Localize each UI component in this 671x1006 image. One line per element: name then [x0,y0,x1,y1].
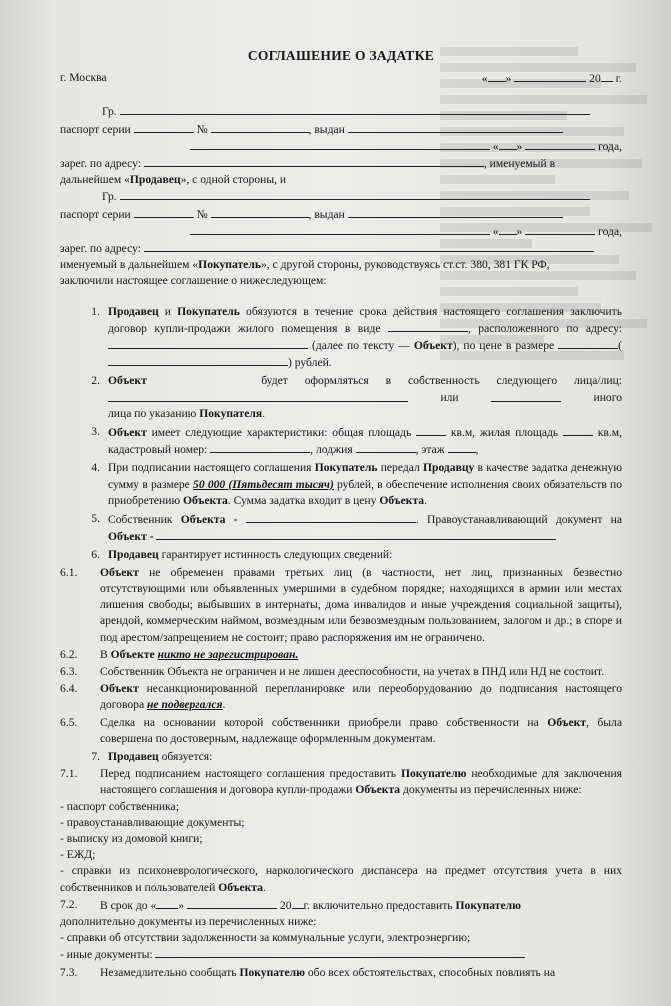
seller-name-blank [120,103,590,115]
year-blank [601,70,613,82]
docs-list-item: - ЕЖД; [60,848,96,862]
buyer-name-blank [120,188,590,200]
clause-7-2: 7.2. В срок до « » 20 г. включительно предоставить Покупателю [60,897,522,912]
clause-1: 1. Продавец и Покупатель обязуются в течение срока действия настоящего соглашения заключить договор купли-продажи жилого помещения в виде , расположенного по адресу: (далее по тексту — Объект), по цене в размере () рублей. [91,304,622,370]
extra-docs-item: - справки об отсутствии задолженности за коммунальные услуги, электроэнергию; [60,931,471,945]
clause-7: 7. Продавец обязуется: [91,749,213,763]
clause-7-1: 7.1. Перед подписанием настоящего соглашения предоставить Покупателю необходимые для заключения настоящего соглашения и договора купли-продажи Объекта документы из перечисленных ниже: [60,767,622,797]
deposit-amount: 50 000 (Пятьдесят тысяч) [193,477,334,491]
buyer-passport-line: паспорт серии № , выдан [60,206,622,223]
city-date-line [60,70,622,87]
clause-6-3: 6.3. Собственник Объекта не ограничен и не лишен дееспособности, на учетах в ПНД или НД не состоит. [60,664,605,678]
seller-role-line: дальнейшем «Продавец», с одной стороны, и [60,173,287,187]
extra-docs-item: - иные документы: [60,946,622,963]
docs-list-item: - выписку из домовой книги; [60,831,203,845]
buyer-name-line: Гр. [60,188,622,205]
buyer-address-line: зарег. по адресу: [60,240,622,257]
clause-6-4: 6.4. Объект несанкционированной перепланировке или переоборудованию до подписания настоящего договора не подвергался. [60,682,622,712]
buyer-issue-date-line: « » года, [60,223,622,240]
date-field: « » 20 г. [481,72,622,86]
clause-6-5: 6.5. Сделка на основании которой собственники приобрели право собственности на Объект, была совершена по достоверным, надлежаще оформленным документам. [60,715,622,745]
clause-2: 2. Объект будет оформляться в собственность следующего лица/лиц: или иного лица по указанию Покупателя. [91,374,622,420]
docs-list-item: - правоустанавливающие документы; [60,815,245,829]
buyer-role-line: именуемый в дальнейшем «Покупатель», с другой стороны, руководствуясь ст.ст. 380, 381 ГК РФ, [60,258,550,272]
page-title: СОГЛАШЕНИЕ О ЗАДАТКЕ [247,48,435,63]
agreement-body: СОГЛАШЕНИЕ О ЗАДАТКЕ г. Москва « » 20 г. Гр. паспорт серии № , выдан « » года, зарег. по адресу: , именуемый в дальнейшем «Продавец», с одной стороны, и Гр. паспорт серии № , выдан « » года, зарег. по адресу: именуемый в дальнейшем «Покупатель», с другой стороны, руководствуясь ст.ст. 380, 381 ГК РФ, заключили настоящее соглашение о нижеследующем: 1. Продавец и Покупатель обязуются в течение срока действия настоящего соглашения заключить договор купли-продажи жилого помещения в виде , расположенного по адресу: (далее по тексту — Объект), по цене в размере () рублей. 2. Объект будет оформляться в собственность следующего лица/лиц: или иного лица по указанию Покупателя. 3. Объект имеет следующие характеристики: общая площадь кв.м, жилая площадь кв.м, кадастровый номер: , лоджия , этаж , 4. При подписании настоящего соглашения Покупатель передал Продавцу в качестве задатка денежную сумму в размере 50 000 (Пятьдесят тысяч) рублей, в обеспечение исполнения своих обязательств по приобретению Объекта. Сумма задатка входит в цену Объекта. 5. Собственник Объекта - . Правоустанавливающий документ на Объект - 6. Продавец гарантирует истинность следующих сведений: 6.1. Объект не обременен правами третьих лиц (в частности, нет лиц, признанных безвестно отсутствующими или объявленных умершими в судебном порядке; находящихся в армии или местах лишения свободы; выбывших в интернаты, дома инвалидов и иные учреждения социальной защиты), арендой, коммерческим наймом, возмездным или безвозмездным пользованием, залогом и др.; в споре и под арестом/запрещением не состоит; право распоряжения им не ограничено. 6.2. В Объекте никто не зарегистрирован. 6.3. Собственник Объекта не ограничен и не лишен дееспособности, на учетах в ПНД или НД не состоит. 6.4. Объект несанкционированной перепланировке или переоборудованию до подписания настоящего договора не подвергался. 6.5. Сделка на основании которой собственники приобрели право собственности на Объект, была совершена по достоверным, надлежаще оформленным документам. 7. Продавец обязуется: 7.1. Перед подписанием настоящего соглашения предоставить Покупателю необходимые для заключения настоящего соглашения и договора купли-продажи Объекта документы из перечисленных ниже: - паспорт собственника; - правоустанавливающие документы; - выписку из домовой книги; - ЕЖД; - справки из психоневрологического, наркологического диспансера на предмет отсутствия учета в них собственников и пользователей Объекта. 7.2. В срок до « » 20 г. включительно предоставить Покупателю дополнительно документы из перечисленных ниже: - справки об отсутствии задолженности за коммунальные услуги, электроэнергию; - иные документы: 7.3. Незамедлительно сообщать Покупателю обо всех обстоятельствах, способных повлиять на [60,48,622,981]
seller-issue-date-line: « » года, [60,138,622,155]
clause-3: 3. Объект имеет следующие характеристики: общая площадь кв.м, жилая площадь кв.м, кадастровый номер: , лоджия , этаж , [91,425,623,457]
clause-6: 6. Продавец гарантирует истинность следующих сведений: [91,548,393,562]
concluded-line: заключили настоящее соглашение о нижеследующем: [60,274,327,288]
clause-4: 4. При подписании настоящего соглашения Покупатель передал Продавцу в качестве задатка денежную сумму в размере 50 000 (Пятьдесят тысяч) рублей, в обеспечение исполнения своих обязательств по приобретению Объекта. Сумма задатка входит в цену Объекта. [91,461,623,507]
seller-passport-line: паспорт серии № , выдан [60,121,622,138]
city: г. Москва [60,71,107,85]
month-blank [514,70,586,82]
clause-6-2: 6.2. В Объекте никто не зарегистрирован. [60,647,299,661]
clause-6-1: 6.1. Объект не обременен правами третьих лиц (в частности, нет лиц, признанных безвестно отсутствующими или объявленных умершими в судебном порядке; находящихся в армии или местах лишения свободы; выбывших в интернаты, дома инвалидов и иные учреждения социальной защиты), арендой, коммерческим наймом, возмездным или безвозмездным пользованием, залогом и др.; в споре и под арестом/запрещением не состоит; право распоряжения им не ограничено. [60,565,622,644]
clause-7-3: 7.3. Незамедлительно сообщать Покупателю обо всех обстоятельствах, способных повлиять на [60,965,556,979]
clause-5: 5. Собственник Объекта - . Правоустанавливающий документ на Объект - [91,512,623,544]
docs-list-item: - паспорт собственника; [60,799,179,813]
docs-list-item: - справки из психоневрологического, наркологического диспансера на предмет отсутствия учета в них собственников и пользователей Объекта. [60,864,622,894]
day-blank [488,70,506,82]
seller-name-line: Гр. [60,103,622,120]
seller-address-line: зарег. по адресу: , именуемый в [60,157,556,171]
